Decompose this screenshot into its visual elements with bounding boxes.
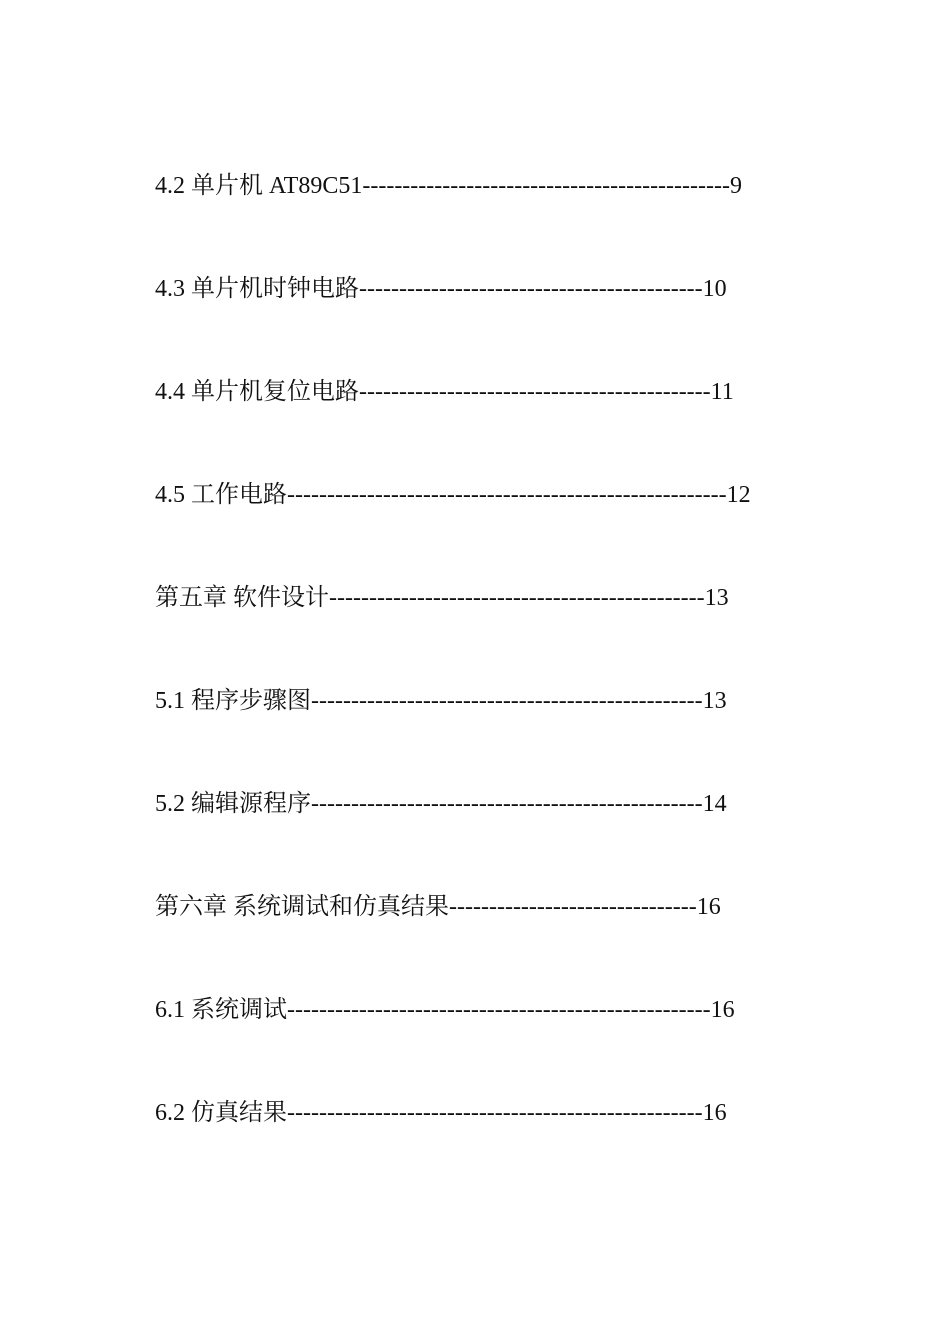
toc-entry-4-3 — [155, 271, 855, 374]
toc-entry-6-1 — [155, 992, 855, 1095]
toc-entry-page: 11 — [710, 379, 734, 405]
toc-entry-page: 16 — [702, 1100, 727, 1126]
toc-entry-leader: ---------------------------------------------------- — [287, 1100, 703, 1126]
table-of-contents — [155, 168, 855, 1198]
toc-entry-5-1 — [155, 683, 855, 786]
toc-entry-chapter-6 — [155, 889, 855, 992]
toc-entry-label: 4.4 单片机复位电路 — [155, 379, 359, 405]
toc-entry-leader: ------------------------------- — [449, 894, 697, 920]
toc-entry-page: 16 — [696, 894, 721, 920]
toc-entry-page: 13 — [704, 585, 729, 611]
toc-entry-leader: ------------------------------------------- — [359, 276, 703, 302]
toc-entry-label: 4.5 工作电路 — [155, 482, 287, 508]
toc-entry-4-2 — [155, 168, 855, 271]
toc-entry-leader: ----------------------------------------------------- — [287, 997, 711, 1023]
toc-entry-4-4 — [155, 374, 855, 477]
toc-entry-label: 6.2 仿真结果 — [155, 1100, 287, 1126]
toc-entry-label: 第五章 软件设计 — [155, 585, 329, 611]
toc-entry-label: 5.2 编辑源程序 — [155, 791, 311, 817]
toc-entry-label: 4.2 单片机 AT89C51 — [155, 173, 363, 199]
toc-entry-page: 9 — [729, 173, 742, 199]
toc-entry-page: 10 — [702, 276, 727, 302]
toc-entry-leader: ------------------------------------------------------- — [287, 482, 727, 508]
toc-entry-leader: -------------------------------------------- — [359, 379, 711, 405]
toc-entry-page: 13 — [702, 688, 727, 714]
toc-entry-label: 6.1 系统调试 — [155, 997, 287, 1023]
toc-entry-page: 14 — [702, 791, 727, 817]
toc-entry-leader: ---------------------------------------------- — [362, 173, 730, 199]
toc-entry-leader: ----------------------------------------------- — [329, 585, 705, 611]
toc-entry-chapter-5 — [155, 580, 855, 683]
toc-entry-page: 12 — [726, 482, 751, 508]
toc-entry-label: 4.3 单片机时钟电路 — [155, 276, 359, 302]
toc-entry-leader: ------------------------------------------------- — [311, 688, 703, 714]
toc-entry-leader: ------------------------------------------------- — [311, 791, 703, 817]
toc-entry-label: 第六章 系统调试和仿真结果 — [155, 894, 449, 920]
toc-entry-page: 16 — [710, 997, 735, 1023]
toc-entry-4-5 — [155, 477, 855, 580]
toc-entry-label: 5.1 程序步骤图 — [155, 688, 311, 714]
toc-entry-5-2 — [155, 786, 855, 889]
toc-entry-6-2 — [155, 1095, 855, 1198]
